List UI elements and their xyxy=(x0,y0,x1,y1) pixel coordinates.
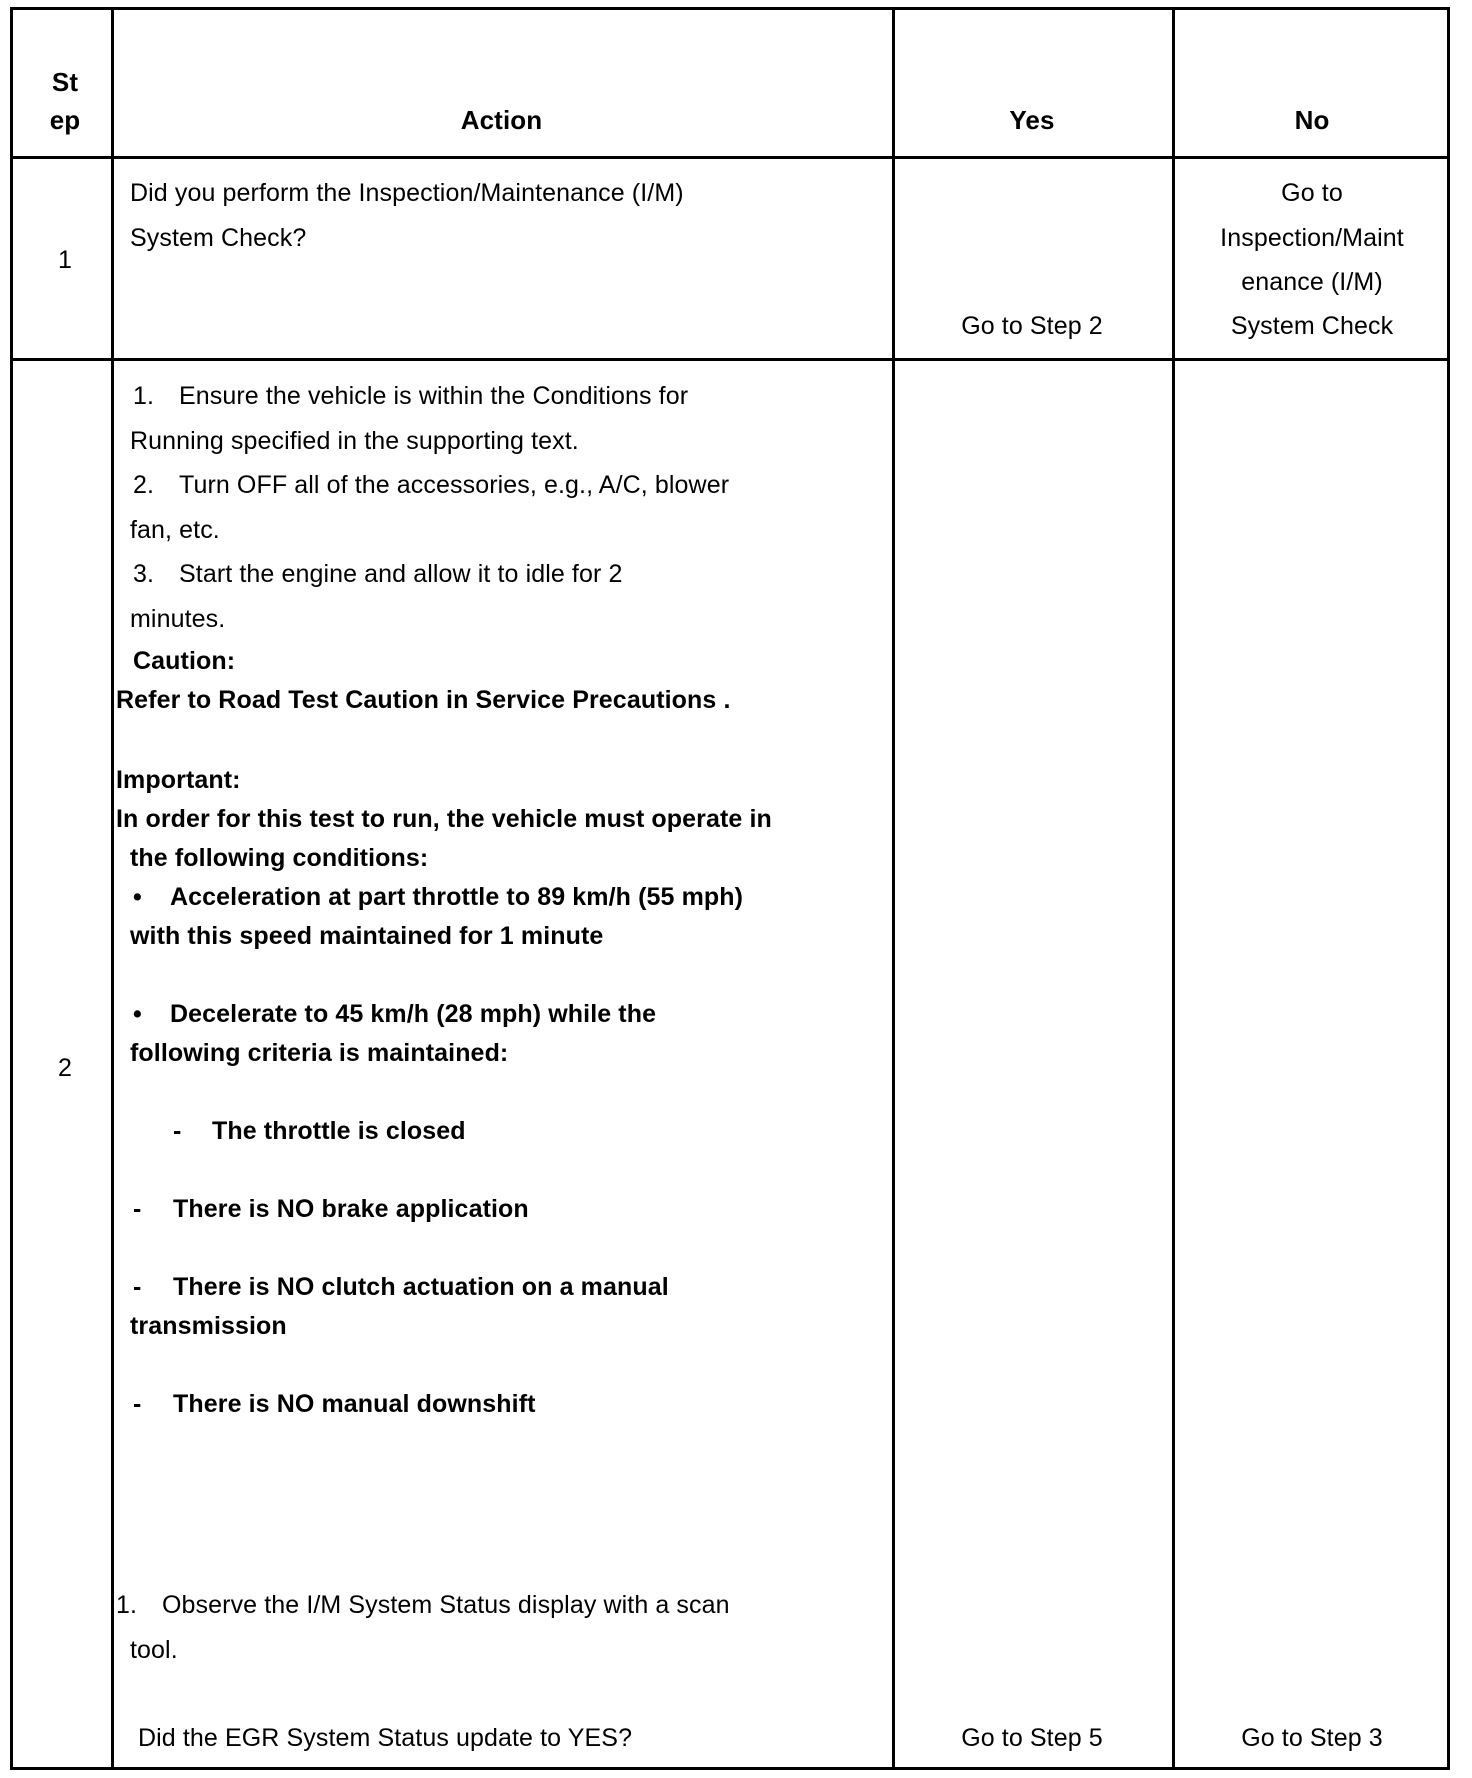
action-text: Did you perform the Inspection/Maintenance (I/M) xyxy=(130,179,684,207)
header-step-cont xyxy=(15,105,115,135)
bullet-text: with this speed maintained for 1 minute xyxy=(130,922,604,950)
bullet-text: Decelerate to 45 km/h (28 mph) while the xyxy=(170,1000,657,1028)
observe-text: tool. xyxy=(130,1636,178,1664)
action-text: System Check? xyxy=(130,224,307,252)
dash-icon: - xyxy=(133,1390,142,1418)
dash-text: transmission xyxy=(130,1312,287,1340)
dash-text: There is NO brake application xyxy=(173,1195,529,1223)
step-number: 1 xyxy=(57,246,72,274)
step-number: 2 xyxy=(57,1054,72,1082)
header-step xyxy=(15,67,115,97)
dash-icon: - xyxy=(133,1273,142,1301)
header-no: No xyxy=(1294,105,1330,135)
item-text: fan, etc. xyxy=(130,516,220,544)
bullet-icon: • xyxy=(133,883,142,911)
header-yes: Yes xyxy=(1009,105,1055,135)
header-step-line1: St xyxy=(51,67,79,97)
important-text: the following conditions: xyxy=(130,844,429,872)
caution-label: Caution: xyxy=(133,647,236,675)
bullet-icon: • xyxy=(133,1000,142,1028)
dash-text: The throttle is closed xyxy=(212,1117,466,1145)
no-result: System Check xyxy=(1230,312,1394,340)
yes-result: Go to Step 5 xyxy=(961,1724,1103,1752)
header-action: Action xyxy=(460,105,543,135)
no-result: Go to Step 3 xyxy=(1241,1724,1383,1752)
item-text: Turn OFF all of the accessories, e.g., A/C, blower xyxy=(179,471,730,499)
item-number: 2. xyxy=(133,471,155,499)
no-result: Inspection/Maint xyxy=(1220,224,1404,252)
dash-icon: - xyxy=(173,1117,182,1145)
caution-text: Refer to Road Test Caution in Service Precautions . xyxy=(116,686,731,714)
observe-number: 1. xyxy=(116,1591,138,1619)
item-text: minutes. xyxy=(130,605,226,633)
column-divider xyxy=(892,10,895,1767)
item-text: Ensure the vehicle is within the Conditions for xyxy=(179,382,689,410)
item-text: Running specified in the supporting text. xyxy=(130,427,579,455)
row-divider xyxy=(13,358,1447,361)
important-text: In order for this test to run, the vehicle must operate in xyxy=(116,805,772,833)
dash-text: There is NO manual downshift xyxy=(173,1390,536,1418)
yes-result: Go to Step 2 xyxy=(961,312,1103,340)
bullet-text: following criteria is maintained: xyxy=(130,1039,509,1067)
row-divider xyxy=(13,156,1447,159)
important-label: Important: xyxy=(116,766,241,794)
bullet-text: Acceleration at part throttle to 89 km/h (55 mph) xyxy=(170,883,744,911)
no-result: Go to xyxy=(1281,179,1343,207)
observe-text: Observe the I/M System Status display with a scan xyxy=(162,1591,730,1619)
item-number: 3. xyxy=(133,560,155,588)
no-result: enance (I/M) xyxy=(1241,268,1383,296)
dash-icon: - xyxy=(133,1195,142,1223)
header-step-line2: ep xyxy=(49,105,81,135)
item-text: Start the engine and allow it to idle for 2 xyxy=(179,560,623,588)
item-number: 1. xyxy=(133,382,155,410)
question-text: Did the EGR System Status update to YES? xyxy=(138,1724,633,1752)
column-divider xyxy=(111,10,114,1767)
dash-text: There is NO clutch actuation on a manual xyxy=(173,1273,669,1301)
